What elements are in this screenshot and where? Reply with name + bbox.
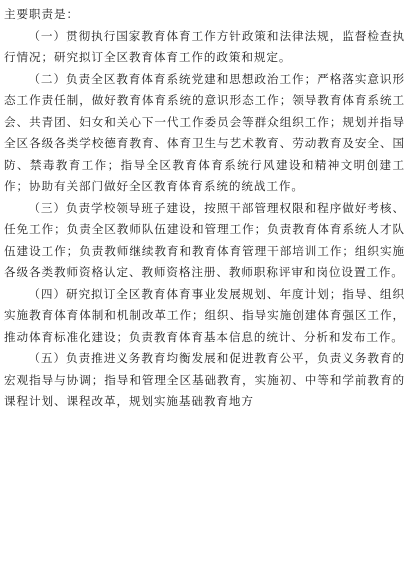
duty-paragraph-1: （一）贯彻执行国家教育体育工作方针政策和法律法规，监督检查执行情况；研究拟订全区教育体育工作的政策和规定。: [4, 28, 405, 64]
duty-paragraph-5: （五）负责推进义务教育均衡发展和促进教育公平，负责义务教育的宏观指导与协调；指导和管理全区基础教育，实施初、中等和学前教育的课程计划、课程改革，规划实施基础教育地方: [4, 351, 405, 408]
section-heading: 主要职责是：: [4, 7, 79, 21]
duty-paragraph-4: （四）研究拟订全区教育体育事业发展规划、年度计划；指导、组织实施教育体育体制和机制改革工作；组织、指导实施创建体育强区工作，推动体育标准化建设；负责教育体育基本信息的统计、分析和发布工作。: [4, 286, 405, 344]
duty-paragraph-3: （三）负责学校领导班子建设，按照干部管理权限和程序做好考核、任免工作；负责全区教师队伍建设和管理工作；负责教育体育系统人才队伍建设工作；负责教师继续教育和教育体育管理干部培训工作；组织实施各级各类教师资格认定、教师资格注册、教师职称评审和岗位设置工作。: [4, 200, 405, 279]
duty-paragraph-2: （二）负责全区教育体育系统党建和思想政治工作；严格落实意识形态工作责任制，做好教育体育系统的意识形态工作；领导教育体育系统工会、共青团、妇女和关心下一代工作委员会等群众组织工作；规划并指导全区各级各类学校德育教育、体育卫生与艺术教育、劳动教育及安全、国防、禁毒教育工作；指导全区教育体育系统行风建设和精神文明创建工作；协助有关部门做好全区教育体育系统的统战工作。: [4, 71, 405, 193]
